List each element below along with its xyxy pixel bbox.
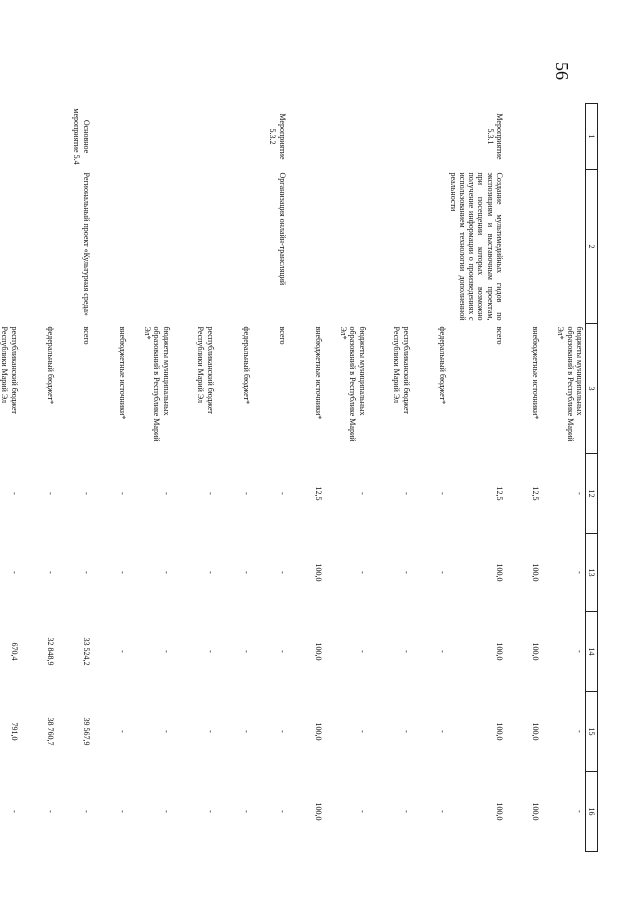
table-row (368, 104, 412, 852)
table-cell-v16: - (205, 810, 215, 813)
table-cell-v14: - (574, 650, 584, 653)
table-header-row (585, 104, 597, 852)
table-cell-c2 (216, 170, 252, 324)
table-row (288, 104, 324, 852)
table-cell-v15: - (357, 730, 367, 733)
table-cell-v14: 100,0 (494, 642, 504, 661)
table-cell-v14: - (205, 650, 215, 653)
table-cell-c1 (172, 104, 216, 170)
table-cell-c3: федеральный бюджет* (45, 326, 55, 405)
table-cell-v14: - (117, 650, 127, 653)
table-cell-v15: 100,0 (530, 722, 540, 741)
table-row (505, 104, 541, 852)
table-cell-c3: внебюджетные источники* (530, 326, 540, 420)
table-cell-v13: - (45, 571, 55, 574)
table-cell-v12: - (437, 492, 447, 495)
table-row (0, 104, 20, 852)
table-cell-v14: - (161, 650, 171, 653)
table-row (216, 104, 252, 852)
table-cell-c1 (541, 104, 586, 170)
col-header: 15 (585, 692, 597, 772)
table-cell-v12: - (401, 492, 411, 495)
table-cell-c2 (0, 170, 20, 324)
table-row (412, 104, 448, 852)
table-cell-c1 (324, 104, 368, 170)
table-cell-c1 (288, 104, 324, 170)
table-cell-c3: федеральный бюджет* (437, 326, 447, 405)
col-header: 14 (585, 612, 597, 692)
table-cell-v15: - (437, 730, 447, 733)
table-cell-v13: 100,0 (530, 563, 540, 582)
table-cell-v13: - (437, 571, 447, 574)
table-cell-v15: - (401, 730, 411, 733)
table-cell-c2: Организация онлайн-трансляций (277, 172, 287, 286)
table-cell-c3: всего (494, 326, 504, 345)
table-cell-v16: - (161, 810, 171, 813)
table-cell-v13: - (357, 571, 367, 574)
table-cell-v16: - (277, 810, 287, 813)
table-cell-v14: - (357, 650, 367, 653)
table-cell-c1 (20, 104, 56, 170)
table-row (56, 104, 92, 852)
table-cell-c1: Мероприятие 5.3.2 (268, 113, 287, 160)
col-header: 3 (585, 324, 597, 454)
table-row (252, 104, 288, 852)
col-header: 2 (585, 170, 597, 324)
table-cell-c1 (412, 104, 448, 170)
table-row (128, 104, 172, 852)
table-cell-c3: республиканский бюджет Республики Марий Эл (392, 326, 411, 414)
table-cell-v16: - (9, 810, 19, 813)
table-cell-v15: 100,0 (313, 722, 323, 741)
table-cell-v16: - (357, 810, 367, 813)
table-cell-v16: - (117, 810, 127, 813)
table-cell-v15: - (161, 730, 171, 733)
table-cell-c2: Региональный проект «Культурная среда» (81, 172, 91, 316)
table-cell-c2 (368, 170, 412, 324)
table-cell-v14: - (401, 650, 411, 653)
table-cell-v15: 100,0 (494, 722, 504, 741)
col-header: 16 (585, 772, 597, 852)
table-cell-v13: - (205, 571, 215, 574)
table-cell-c1 (92, 104, 128, 170)
table-cell-v12: 12,5 (530, 486, 540, 501)
table-cell-v16: - (81, 810, 91, 813)
table-cell-v13: - (161, 571, 171, 574)
table-row (448, 104, 505, 852)
table-cell-v12: - (117, 492, 127, 495)
table-cell-v16: - (401, 810, 411, 813)
table-cell-v12: - (241, 492, 251, 495)
page-number: 56 (552, 62, 572, 80)
table-cell-v13: 100,0 (313, 563, 323, 582)
table-cell-c3: бюджеты муниципальных образований в Республике Марий Эл* (556, 326, 584, 442)
table-row (20, 104, 56, 852)
table-cell-c3: внебюджетные источники* (117, 326, 127, 420)
table-body (0, 104, 585, 852)
table-cell-c3: республиканский бюджет Республики Марий Эл (0, 326, 19, 414)
table-cell-v13: - (401, 571, 411, 574)
table-cell-c2 (324, 170, 368, 324)
table-row (324, 104, 368, 852)
table-cell-c2: Создание мультимедийных гидов по экспозициям и выставочным проектам, при посещении которых возможно получение информации о произведениях с использованием технологии дополненной реальности (448, 172, 504, 321)
table-cell-c1 (216, 104, 252, 170)
table-cell-v12: - (357, 492, 367, 495)
table-cell-c3: федеральный бюджет* (241, 326, 251, 405)
table-cell-v12: 12,5 (494, 486, 504, 501)
table-cell-v13: 100,0 (494, 563, 504, 582)
table-cell-v16: 100,0 (494, 802, 504, 821)
table-cell-v12: - (574, 492, 584, 495)
table-cell-v12: 12,5 (313, 486, 323, 501)
table-cell-v13: - (241, 571, 251, 574)
table-cell-c1 (505, 104, 541, 170)
table-cell-v16: - (437, 810, 447, 813)
table-cell-v14: 100,0 (530, 642, 540, 661)
table-cell-c1 (128, 104, 172, 170)
table-cell-v13: - (574, 571, 584, 574)
table-cell-c3: бюджеты муниципальных образований в Республике Марий Эл* (339, 326, 367, 442)
table-cell-v15: - (574, 730, 584, 733)
table-cell-c3: всего (277, 326, 287, 345)
table-cell-v14: - (277, 650, 287, 653)
table-cell-v14: - (241, 650, 251, 653)
table-cell-v14: 670,4 (9, 642, 19, 661)
col-header: 1 (585, 104, 597, 170)
table-cell-v13: - (117, 571, 127, 574)
table-cell-c2 (20, 170, 56, 324)
col-header: 12 (585, 454, 597, 534)
table-cell-c2 (128, 170, 172, 324)
table-cell-v16: - (241, 810, 251, 813)
table-row (541, 104, 586, 852)
table-cell-v12: - (81, 492, 91, 495)
table-cell-v15: - (241, 730, 251, 733)
table-cell-v15: - (277, 730, 287, 733)
table-cell-v15: - (205, 730, 215, 733)
table-cell-v12: - (277, 492, 287, 495)
col-header: 13 (585, 534, 597, 612)
table-cell-v16: - (45, 810, 55, 813)
table-cell-c2 (505, 170, 541, 324)
table-cell-v13: - (9, 571, 19, 574)
table-cell-c3: республиканский бюджет Республики Марий Эл (196, 326, 215, 414)
table-cell-v14: 32 848,9 (45, 637, 55, 666)
table-row (172, 104, 216, 852)
budget-table (0, 103, 598, 852)
table-cell-v13: - (277, 571, 287, 574)
table-cell-c3: бюджеты муниципальных образований в Республике Марий Эл* (143, 326, 171, 442)
table-cell-v16: - (574, 810, 584, 813)
table-cell-c1: Мероприятие 5.3.1 (485, 113, 504, 160)
table-cell-v12: - (45, 492, 55, 495)
table-cell-c1 (368, 104, 412, 170)
table-cell-c1: Основное мероприятие 5.4 (72, 108, 91, 165)
table-cell-c2 (412, 170, 448, 324)
table-cell-v15: 38 760,7 (45, 717, 55, 746)
table-cell-v12: - (161, 492, 171, 495)
table-cell-c3: внебюджетные источники* (313, 326, 323, 420)
table-cell-c1 (0, 104, 20, 170)
table-cell-v15: 39 567,9 (81, 717, 91, 746)
rotated-table-container (0, 103, 598, 851)
table-cell-v14: 33 524,2 (81, 637, 91, 666)
table-cell-v15: - (117, 730, 127, 733)
table-cell-c2 (92, 170, 128, 324)
table-cell-v16: 100,0 (313, 802, 323, 821)
table-cell-v16: 100,0 (530, 802, 540, 821)
table-cell-v12: - (205, 492, 215, 495)
table-cell-v13: - (81, 571, 91, 574)
table-cell-c3: всего (81, 326, 91, 345)
table-cell-v14: 100,0 (313, 642, 323, 661)
table-row (92, 104, 128, 852)
table-cell-v12: - (9, 492, 19, 495)
table-cell-c2 (172, 170, 216, 324)
table-cell-c2 (288, 170, 324, 324)
table-cell-c2 (541, 170, 586, 324)
table-cell-v15: 791,0 (9, 722, 19, 741)
table-cell-v14: - (437, 650, 447, 653)
